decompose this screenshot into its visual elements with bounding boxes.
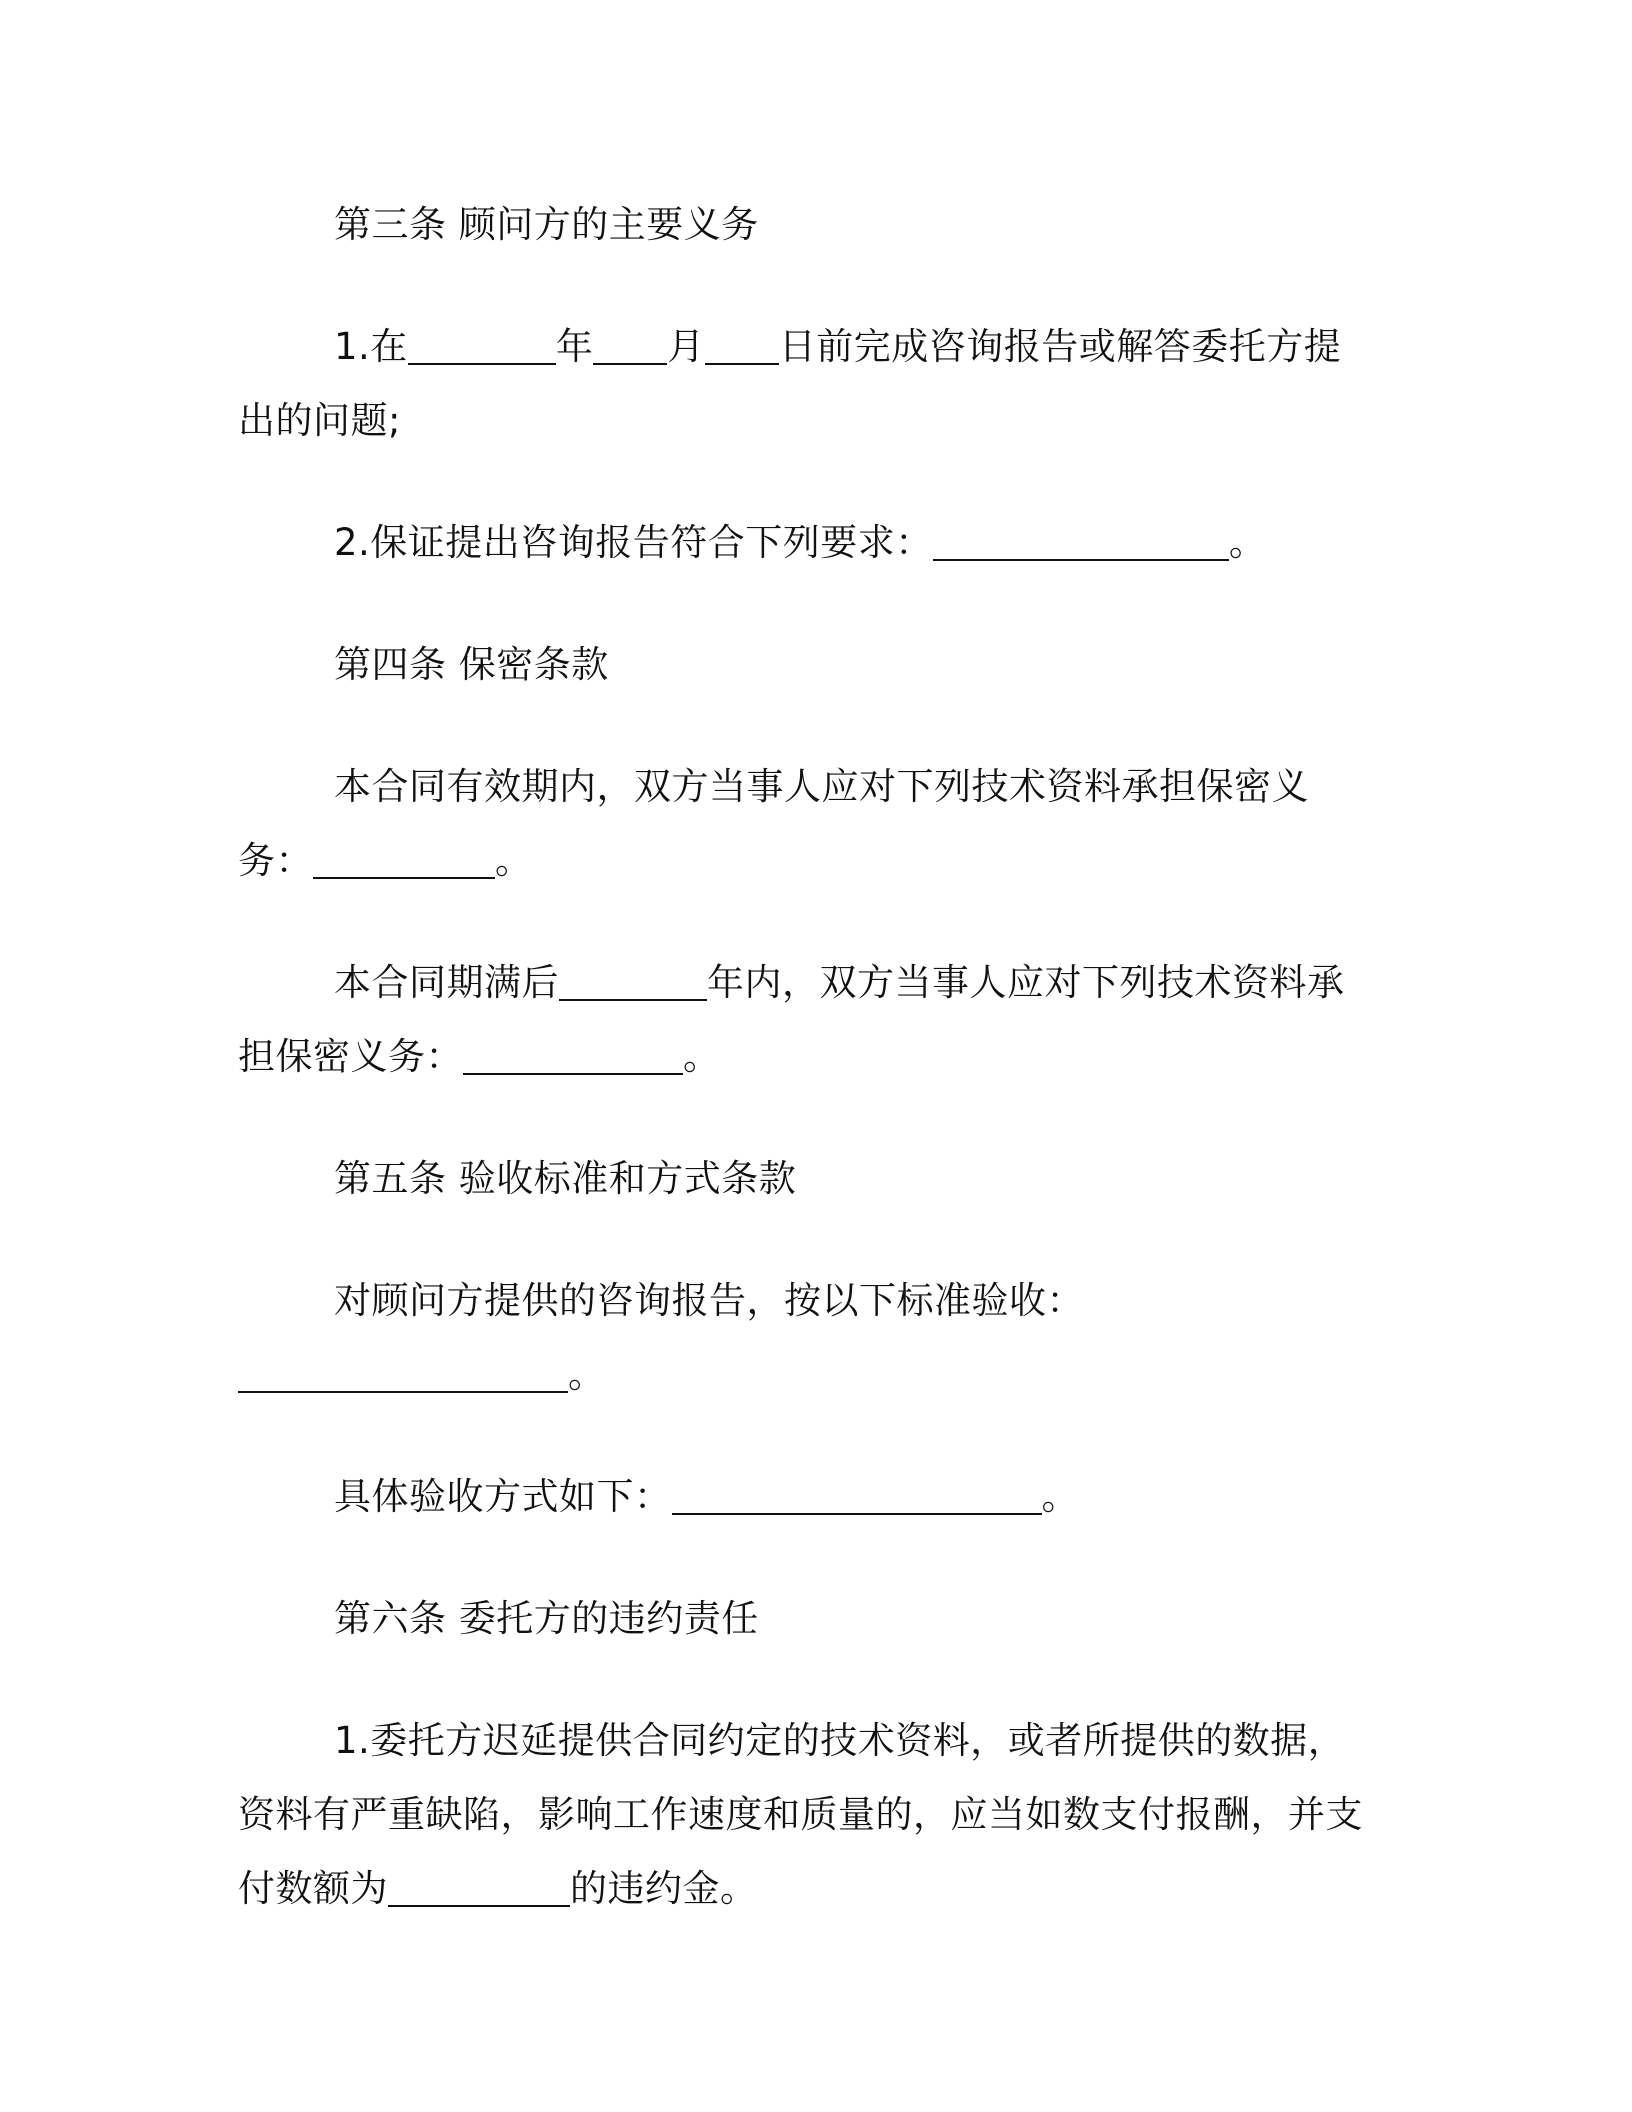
article-5-heading <box>238 1142 1378 1216</box>
article-3-item-2 <box>238 506 1378 580</box>
years-after-expiry-blank[interactable] <box>559 959 707 1001</box>
document-body <box>238 188 1378 1974</box>
article-5-paragraph-1 <box>238 1264 1378 1412</box>
article-4-p1-text: 本合同有效期内，双方当事人应对下列技术资料承担保密义务： <box>238 765 1309 882</box>
article-3-item-2-end: 。 <box>1228 521 1267 564</box>
acceptance-standard-blank[interactable] <box>238 1351 534 1393</box>
article-3-item-1 <box>238 310 1378 458</box>
article-5-p2-text: 具体验收方式如下： <box>334 1475 672 1518</box>
article-5-p1-end: 。 <box>568 1353 606 1396</box>
article-5-paragraph-2 <box>238 1460 1378 1534</box>
article-3-item-1-month: 月 <box>667 325 705 368</box>
penalty-amount-blank[interactable] <box>388 1865 570 1907</box>
article-6-item-1 <box>238 1704 1378 1926</box>
article-4-p2-middle: 年内，双方当事人应对下列技术资料承担保密义务： <box>238 961 1345 1078</box>
article-4-p2-end: 。 <box>683 1035 721 1078</box>
month-blank[interactable] <box>593 323 667 365</box>
article-4-p1-end: 。 <box>495 839 533 882</box>
article-3-heading <box>238 188 1378 262</box>
article-6-item-1-text: 1.委托方迟延提供合同约定的技术资料，或者所提供的数据，资料有严重缺陷，影响工作速度和质量的，应当如数支付报酬，并支付数额为 <box>238 1719 1363 1910</box>
article-5-p2-end: 。 <box>1041 1475 1079 1518</box>
acceptance-standard-blank-continued[interactable] <box>534 1351 568 1393</box>
post-expiry-materials-blank[interactable] <box>463 1033 683 1075</box>
article-3-heading-text: 第三条 顾问方的主要义务 <box>334 203 759 246</box>
article-5-p1-text: 对顾问方提供的咨询报告，按以下标准验收： <box>334 1279 1084 1322</box>
article-5-heading-text: 第五条 验收标准和方式条款 <box>334 1157 797 1200</box>
requirements-blank[interactable] <box>933 519 1229 561</box>
article-4-paragraph-1 <box>238 750 1378 898</box>
article-3-item-1-prefix: 1.在 <box>334 325 408 368</box>
article-6-heading <box>238 1582 1378 1656</box>
article-4-p2-prefix: 本合同期满后 <box>334 961 559 1004</box>
article-3-item-2-prefix: 2.保证提出咨询报告符合下列要求： <box>334 521 933 564</box>
article-6-item-1-end: 的违约金。 <box>570 1867 758 1910</box>
year-blank[interactable] <box>408 323 556 365</box>
article-3-item-1-suffix: 日前完成咨询报告或解答委托方提出的问题; <box>238 325 1342 442</box>
article-4-heading <box>238 628 1378 702</box>
confidential-materials-blank[interactable] <box>313 837 495 879</box>
day-blank[interactable] <box>705 323 779 365</box>
acceptance-method-blank[interactable] <box>672 1473 1042 1515</box>
article-4-heading-text: 第四条 保密条款 <box>334 643 609 686</box>
article-4-paragraph-2 <box>238 946 1378 1094</box>
article-3-item-1-year: 年 <box>555 325 594 368</box>
article-6-heading-text: 第六条 委托方的违约责任 <box>334 1597 759 1640</box>
